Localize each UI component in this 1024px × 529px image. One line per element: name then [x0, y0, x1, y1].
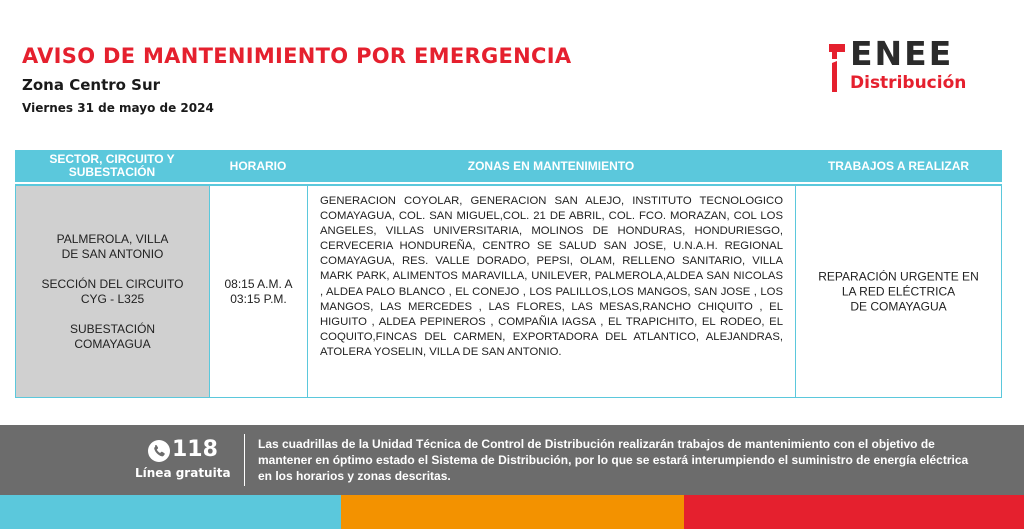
substation-name: SUBESTACIÓN COMAYAGUA	[69, 321, 156, 351]
time-cell	[210, 186, 308, 397]
hotline-number: 118	[172, 437, 218, 462]
table-row	[15, 184, 1002, 398]
zones-list: GENERACION COYOLAR, GENERACION SAN ALEJO, INSTITUTO TECNOLOGICO COMAYAGUA, COL. SAN MIGUEL,COL. 21 DE ABRIL, COL. FCO. MORAZAN, COL LOS ANGELES, VILLAS UNIVERSITARIA, MOLINOS DE HONDURAS, HONDURIESGO, CERVECERIA HONDUREÑA, CENTRO SE SALUD SAN JOSE, U.N.A.H. REGIONAL COMAYAGUA, RES. VALLE DORADO, PEPSI, OLAM, RELLENO SANITARIO, VILLA MARK PARK, ALIMENTOS MARAVILLA, UNILEVER, PALMEROLA,ALDEA SAN NICOLAS , ALDEA PALO BLANCO , EL CONEJO , LOS PALILLOS,LOS MANGOS, SAN JOSE , LOS MANGOS, LAS MERCEDES , LAS FLORES, LAS MESAS,RANCHO CHIQUITO , EL HIGUITO , ALDEA PEPINEROS , COMPAÑIA IAGSA , EL TRAPICHITO, EL RODEO, EL COQUITO,FINCAS DEL CARMEN, EXPORTADORA DEL ATLANTICO, ALEJANDRAS, ATOLERA YOSELIN, VILLA DE SAN ANTONIO.	[320, 195, 783, 358]
page-title: AVISO DE MANTENIMIENTO POR EMERGENCIA	[22, 44, 572, 68]
enee-logo	[826, 34, 996, 96]
orange-stripe	[341, 495, 684, 529]
enee-logo-mark-icon	[826, 42, 846, 94]
phone-icon	[148, 440, 170, 462]
header-horario: HORARIO	[229, 158, 287, 173]
logo-sub-text: Distribución	[850, 73, 967, 93]
sector-name: PALMEROLA, VILLA DE SAN ANTONIO	[56, 231, 169, 261]
footer-divider	[244, 434, 245, 486]
header-trabajos: TRABAJOS A REALIZAR	[827, 158, 970, 173]
sector-cell	[16, 186, 210, 397]
circuit-name: SECCIÓN DEL CIRCUITO CYG - L325	[41, 276, 184, 306]
cyan-stripe	[0, 495, 341, 529]
footer-banner	[0, 425, 1024, 495]
notice-date: Viernes 31 de mayo de 2024	[22, 101, 214, 115]
footer-message: Las cuadrillas de la Unidad Técnica de Control de Distribución realizarán trabajos de mantenimiento con el objetivo de mantener en óptimo estado el Sistema de Distribución, por lo que se estará interumpiendo el suministro de energía eléctrica en los horarios y zonas descritas.	[258, 437, 969, 483]
zone-subtitle: Zona Centro Sur	[22, 76, 161, 94]
red-stripe	[684, 495, 1024, 529]
header-zonas: ZONAS EN MANTENIMIENTO	[467, 158, 635, 173]
header-sector: SECTOR, CIRCUITO Y SUBESTACIÓN	[49, 152, 175, 179]
logo-brand-text: ENEE	[850, 34, 954, 73]
work-cell	[796, 186, 1001, 397]
zones-cell	[308, 186, 796, 397]
time-range: 08:15 A.M. A 03:15 P.M.	[224, 276, 293, 306]
work-description: REPARACIÓN URGENTE EN LA RED ELÉCTRICA DE COMAYAGUA	[818, 269, 979, 313]
hotline-label: Línea gratuita	[135, 466, 231, 480]
table-header	[15, 150, 1002, 182]
